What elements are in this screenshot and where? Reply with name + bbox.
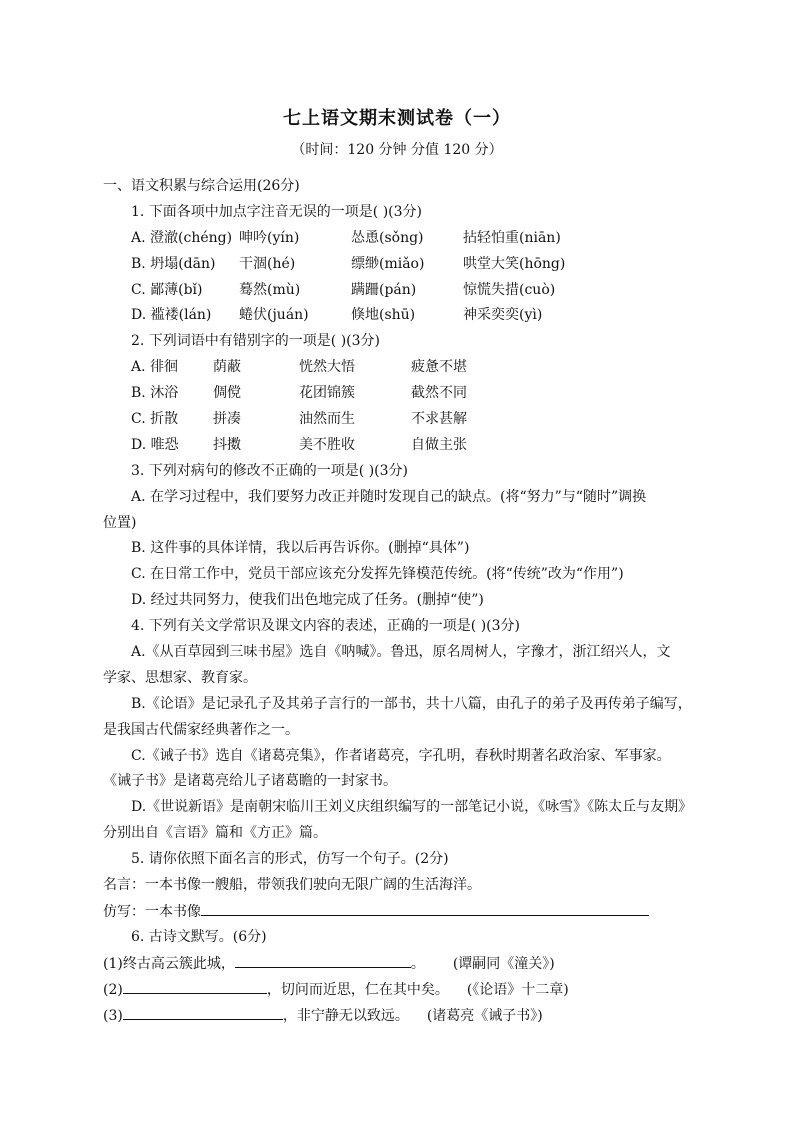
option-cell: 蜷伏(juán) — [239, 307, 309, 324]
question-3-option-c: C. 在日常工作中，党员干部应该充分发挥先锋模范传统。(将“传统”改为“作用”) — [131, 566, 624, 583]
option-cell: 荫蔽 — [213, 359, 241, 376]
question-5-imitate — [103, 899, 723, 925]
option-cell: 不求甚解 — [411, 411, 467, 428]
option-cell: 美不胜收 — [299, 436, 355, 453]
question-2-option-a — [103, 355, 723, 381]
option-cell: 倏地(shū) — [351, 307, 416, 324]
question-1-stem: 1. 下面各项中加点字注音无误的一项是( )(3分) — [131, 203, 423, 220]
option-cell: 拈轻怕重(niān) — [463, 229, 561, 246]
question-2-stem: 2. 下列词语中有错别字的一项是( )(3分) — [131, 333, 381, 350]
option-cell: D. 唯恐 — [131, 436, 179, 453]
question-6-stem: 6. 古诗文默写。(6分) — [131, 928, 267, 945]
option-cell: 缥缈(miǎo) — [351, 255, 425, 272]
page-title: 七上语文期末测试卷（一） — [283, 108, 511, 129]
option-cell: D. 褴褛(lán) — [131, 307, 212, 324]
poem-text: 。 — [410, 955, 425, 972]
question-1-option-d — [103, 303, 723, 329]
option-cell: 油然而生 — [299, 411, 355, 428]
poem-text: (1)终古高云簇此城， — [103, 955, 235, 972]
option-cell: 蓦然(mù) — [239, 281, 301, 298]
option-cell: 蹒跚(pán) — [351, 281, 417, 298]
question-4-option-d: D.《世说新语》是南朝宋临川王刘义庆组织编写的一部笔记小说，《咏雪》《陈太丘与友期》 — [131, 799, 693, 816]
option-cell: 哄堂大笑(hōng) — [463, 255, 566, 272]
exam-content — [103, 174, 723, 1028]
question-1-option-c — [103, 278, 723, 304]
question-4-option-a: A.《从百草园到三味书屋》选自《呐喊》。鲁迅，原名周树人，字豫才，浙江绍兴人，文 — [131, 644, 671, 661]
question-4-option-b: B.《论语》是记录孔子及其弟子言行的一部书，共十八篇，由孔子的弟子及再传弟子编写， — [131, 695, 692, 712]
question-2-option-d — [103, 433, 723, 459]
question-1-option-a — [103, 226, 723, 252]
option-cell: 神采奕奕(yì) — [463, 307, 543, 324]
question-1-option-b — [103, 252, 723, 278]
option-cell: 拼凑 — [213, 411, 241, 428]
question-4-stem: 4. 下列有关文学常识及课文内容的表述，正确的一项是( )(3分) — [131, 618, 521, 635]
question-3-option-d: D. 经过共同努力，使我们出色地完成了任务。(删掉“使”) — [131, 592, 484, 609]
option-cell: 自做主张 — [411, 436, 467, 453]
question-4-option-c-cont: 《诫子书》是诸葛亮给儿子诸葛瞻的一封家书。 — [103, 773, 397, 790]
question-5-stem: 5. 请你依照下面名言的形式，仿写一个句子。(2分) — [131, 851, 449, 868]
option-cell: 恍然大悟 — [299, 359, 355, 376]
answer-blank[interactable] — [123, 977, 267, 994]
option-cell: C. 鄙薄(bǐ) — [131, 281, 203, 298]
question-4-option-c: C.《诫子书》选自《诸葛亮集》，作者诸葛亮，字孔明，春秋时期著名政治家、军事家。 — [131, 747, 671, 764]
poem-source: (《论语》十二章) — [466, 981, 569, 998]
answer-blank[interactable] — [123, 1003, 283, 1020]
option-cell: C. 折散 — [131, 411, 179, 428]
answer-blank[interactable] — [235, 951, 411, 968]
poem-source: (诸葛亮《诫子书》) — [426, 1007, 543, 1024]
section-heading: 一、语文积累与综合运用(26分) — [103, 178, 300, 194]
question-4-option-d-cont: 分别出自《言语》篇和《方正》篇。 — [103, 825, 327, 842]
question-6-line-3 — [103, 1003, 723, 1029]
option-cell: 疲惫不堪 — [411, 359, 467, 376]
option-cell: 干涸(hé) — [239, 255, 296, 272]
poem-text: (2) — [103, 981, 123, 998]
poem-text: (3) — [103, 1007, 123, 1024]
question-4-option-b-cont: 是我国古代儒家经典著作之一。 — [103, 721, 299, 738]
option-cell: B. 沐浴 — [131, 385, 179, 402]
option-cell: 怂恿(sǒng) — [351, 229, 424, 246]
question-3-option-a-cont: 位置) — [103, 514, 137, 531]
question-3-stem: 3. 下列对病句的修改不正确的一项是( )(3分) — [131, 462, 409, 479]
question-6-line-1 — [103, 951, 723, 977]
option-cell: 截然不同 — [411, 385, 467, 402]
question-2-option-c — [103, 407, 723, 433]
option-cell: A. 徘徊 — [131, 359, 179, 376]
option-cell: 呻吟(yín) — [239, 229, 300, 246]
page-subtitle: （时间：120 分钟 分值 120 分） — [291, 142, 503, 158]
poem-text: ，切问而近思，仁在其中矣。 — [266, 981, 449, 998]
question-2-option-b — [103, 381, 723, 407]
option-cell: 花团锦簇 — [299, 385, 355, 402]
option-cell: B. 坍塌(dān) — [131, 255, 216, 272]
answer-blank[interactable] — [201, 899, 649, 916]
option-cell: 惊慌失措(cuò) — [463, 281, 556, 298]
option-cell: 倜傥 — [213, 385, 241, 402]
question-6-line-2 — [103, 977, 723, 1003]
question-5-quote: 名言：一本书像一艘船，带领我们驶向无限广阔的生活海洋。 — [103, 877, 481, 894]
poem-source: (谭嗣同《潼关》) — [452, 955, 555, 972]
question-3-option-a: A. 在学习过程中，我们要努力改正并随时发现自己的缺点。(将“努力”与“随时”调换 — [131, 488, 647, 505]
option-cell: A. 澄澈(chéng) — [131, 229, 233, 246]
question-4-option-a-cont: 学家、思想家、教育家。 — [103, 669, 257, 686]
imitate-label: 仿写：一本书像 — [103, 903, 201, 920]
option-cell: 抖擞 — [213, 436, 241, 453]
poem-text: ，非宁静无以致远。 — [282, 1007, 409, 1024]
question-3-option-b: B. 这件事的具体详情，我以后再告诉你。(删掉“具体”) — [131, 540, 470, 557]
